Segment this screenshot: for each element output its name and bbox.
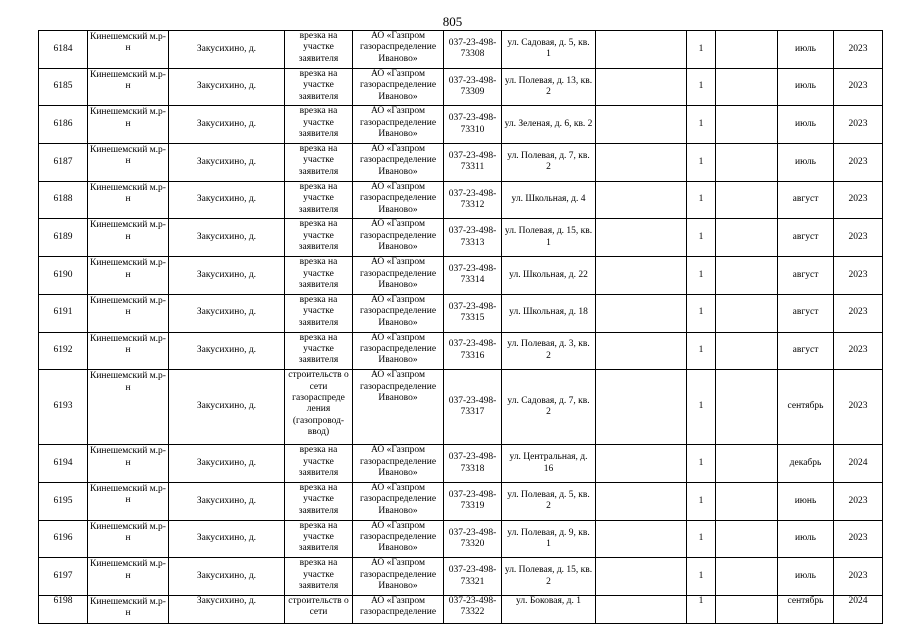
organization-cell: АО «Газпром газораспределение Иваново» <box>353 257 444 295</box>
settlement-cell: Закусихино, д. <box>169 219 285 257</box>
district-cell: Кинешемский м.р-н <box>88 106 169 144</box>
settlement-cell: Закусихино, д. <box>169 294 285 332</box>
organization-cell: АО «Газпром газораспределение Иваново» <box>353 445 444 483</box>
district-cell: Кинешемский м.р-н <box>88 332 169 370</box>
request-code-cell: 037-23-498-73313 <box>444 219 502 257</box>
month-cell: июль <box>778 520 834 558</box>
blank-cell <box>596 106 687 144</box>
request-code-cell: 037-23-498-73318 <box>444 445 502 483</box>
year-cell: 2023 <box>834 181 883 219</box>
table-row <box>39 31 883 69</box>
work-type-cell: врезка на участке заявителя <box>285 558 353 596</box>
work-type-cell: врезка на участке заявителя <box>285 31 353 69</box>
table-row <box>39 68 883 106</box>
address-cell: ул. Школьная, д. 22 <box>502 257 596 295</box>
blank-cell <box>596 370 687 445</box>
district-cell: Кинешемский м.р-н <box>88 558 169 596</box>
quantity-cell: 1 <box>687 520 716 558</box>
request-code-cell: 037-23-498-73311 <box>444 144 502 182</box>
work-type-cell: строительств о сети <box>285 595 353 623</box>
quantity-cell: 1 <box>687 106 716 144</box>
year-cell: 2023 <box>834 31 883 69</box>
blank-cell <box>716 294 778 332</box>
settlement-cell: Закусихино, д. <box>169 445 285 483</box>
blank-cell <box>716 68 778 106</box>
table-row <box>39 257 883 295</box>
address-cell: ул. Центральная, д. 16 <box>502 445 596 483</box>
settlement-cell: Закусихино, д. <box>169 31 285 69</box>
organization-cell: АО «Газпром газораспределение Иваново» <box>353 68 444 106</box>
month-cell: декабрь <box>778 445 834 483</box>
year-cell: 2023 <box>834 332 883 370</box>
blank-cell <box>596 332 687 370</box>
address-cell: ул. Школьная, д. 4 <box>502 181 596 219</box>
work-type-cell: врезка на участке заявителя <box>285 181 353 219</box>
month-cell: август <box>778 219 834 257</box>
blank-cell <box>716 31 778 69</box>
organization-cell: АО «Газпром газораспределение Иваново» <box>353 294 444 332</box>
blank-cell <box>716 181 778 219</box>
year-cell: 2023 <box>834 482 883 520</box>
request-code-cell: 037-23-498-73308 <box>444 31 502 69</box>
row-number: 6189 <box>39 219 88 257</box>
month-cell: сентябрь <box>778 595 834 623</box>
quantity-cell: 1 <box>687 68 716 106</box>
row-number: 6188 <box>39 181 88 219</box>
month-cell: июль <box>778 31 834 69</box>
work-type-cell: врезка на участке заявителя <box>285 106 353 144</box>
work-type-cell: строительств о сети газораспреде ления (газопровод-ввод) <box>285 370 353 445</box>
table-row <box>39 294 883 332</box>
table-row <box>39 106 883 144</box>
month-cell: сентябрь <box>778 370 834 445</box>
settlement-cell: Закусихино, д. <box>169 520 285 558</box>
blank-cell <box>596 31 687 69</box>
organization-cell: АО «Газпром газораспределение Иваново» <box>353 482 444 520</box>
work-type-cell: врезка на участке заявителя <box>285 482 353 520</box>
year-cell: 2023 <box>834 144 883 182</box>
blank-cell <box>716 332 778 370</box>
blank-cell <box>716 445 778 483</box>
year-cell: 2023 <box>834 68 883 106</box>
year-cell: 2023 <box>834 558 883 596</box>
month-cell: август <box>778 257 834 295</box>
row-number: 6198 <box>39 595 88 623</box>
month-cell: август <box>778 294 834 332</box>
district-cell: Кинешемский м.р-н <box>88 520 169 558</box>
district-cell: Кинешемский м.р-н <box>88 144 169 182</box>
year-cell: 2023 <box>834 106 883 144</box>
address-cell: ул. Садовая, д. 5, кв. 1 <box>502 31 596 69</box>
blank-cell <box>716 520 778 558</box>
table-row <box>39 370 883 445</box>
request-code-cell: 037-23-498-73322 <box>444 595 502 623</box>
organization-cell: АО «Газпром газораспределение Иваново» <box>353 370 444 445</box>
address-cell: ул. Школьная, д. 18 <box>502 294 596 332</box>
year-cell: 2023 <box>834 257 883 295</box>
table-row <box>39 181 883 219</box>
request-code-cell: 037-23-498-73321 <box>444 558 502 596</box>
address-cell: ул. Полевая, д. 3, кв. 2 <box>502 332 596 370</box>
district-cell: Кинешемский м.р-н <box>88 181 169 219</box>
row-number: 6193 <box>39 370 88 445</box>
row-number: 6184 <box>39 31 88 69</box>
month-cell: август <box>778 181 834 219</box>
blank-cell <box>596 294 687 332</box>
blank-cell <box>596 68 687 106</box>
table-row <box>39 482 883 520</box>
quantity-cell: 1 <box>687 294 716 332</box>
table-body <box>39 31 883 624</box>
settlement-cell: Закусихино, д. <box>169 144 285 182</box>
district-cell: Кинешемский м.р-н <box>88 482 169 520</box>
row-number: 6190 <box>39 257 88 295</box>
quantity-cell: 1 <box>687 257 716 295</box>
organization-cell: АО «Газпром газораспределение Иваново» <box>353 332 444 370</box>
district-cell: Кинешемский м.р-н <box>88 370 169 445</box>
request-code-cell: 037-23-498-73314 <box>444 257 502 295</box>
quantity-cell: 1 <box>687 558 716 596</box>
work-type-cell: врезка на участке заявителя <box>285 520 353 558</box>
year-cell: 2023 <box>834 520 883 558</box>
settlement-cell: Закусихино, д. <box>169 332 285 370</box>
blank-cell <box>596 482 687 520</box>
work-type-cell: врезка на участке заявителя <box>285 257 353 295</box>
year-cell: 2023 <box>834 294 883 332</box>
organization-cell: АО «Газпром газораспределение Иваново» <box>353 558 444 596</box>
month-cell: июль <box>778 68 834 106</box>
work-type-cell: врезка на участке заявителя <box>285 332 353 370</box>
quantity-cell: 1 <box>687 445 716 483</box>
settlement-cell: Закусихино, д. <box>169 257 285 295</box>
request-code-cell: 037-23-498-73319 <box>444 482 502 520</box>
organization-cell: АО «Газпром газораспределение Иваново» <box>353 181 444 219</box>
organization-cell: АО «Газпром газораспределение Иваново» <box>353 31 444 69</box>
blank-cell <box>716 595 778 623</box>
quantity-cell: 1 <box>687 332 716 370</box>
blank-cell <box>596 257 687 295</box>
address-cell: ул. Полевая, д. 15, кв. 1 <box>502 219 596 257</box>
settlement-cell: Закусихино, д. <box>169 595 285 623</box>
address-cell: ул. Садовая, д. 7, кв. 2 <box>502 370 596 445</box>
table-row <box>39 445 883 483</box>
table-row <box>39 332 883 370</box>
request-code-cell: 037-23-498-73309 <box>444 68 502 106</box>
address-cell: ул. Боковая, д. 1 <box>502 595 596 623</box>
page-number: 805 <box>442 14 463 29</box>
table-row <box>39 558 883 596</box>
blank-cell <box>716 558 778 596</box>
year-cell: 2023 <box>834 370 883 445</box>
row-number: 6194 <box>39 445 88 483</box>
blank-cell <box>596 144 687 182</box>
organization-cell: АО «Газпром газораспределение Иваново» <box>353 520 444 558</box>
request-code-cell: 037-23-498-73310 <box>444 106 502 144</box>
blank-cell <box>596 558 687 596</box>
request-code-cell: 037-23-498-73312 <box>444 181 502 219</box>
organization-cell: АО «Газпром газораспределение Иваново» <box>353 106 444 144</box>
month-cell: июль <box>778 106 834 144</box>
settlement-cell: Закусихино, д. <box>169 370 285 445</box>
address-cell: ул. Полевая, д. 9, кв. 1 <box>502 520 596 558</box>
row-number: 6186 <box>39 106 88 144</box>
address-cell: ул. Зеленая, д. 6, кв. 2 <box>502 106 596 144</box>
year-cell: 2024 <box>834 445 883 483</box>
quantity-cell: 1 <box>687 370 716 445</box>
blank-cell <box>596 181 687 219</box>
row-number: 6195 <box>39 482 88 520</box>
blank-cell <box>596 445 687 483</box>
settlement-cell: Закусихино, д. <box>169 558 285 596</box>
row-number: 6192 <box>39 332 88 370</box>
blank-cell <box>716 482 778 520</box>
settlement-cell: Закусихино, д. <box>169 106 285 144</box>
district-cell: Кинешемский м.р-н <box>88 31 169 69</box>
blank-cell <box>716 370 778 445</box>
row-number: 6191 <box>39 294 88 332</box>
request-code-cell: 037-23-498-73320 <box>444 520 502 558</box>
table-row <box>39 595 883 623</box>
settlement-cell: Закусихино, д. <box>169 181 285 219</box>
work-type-cell: врезка на участке заявителя <box>285 445 353 483</box>
quantity-cell: 1 <box>687 181 716 219</box>
work-type-cell: врезка на участке заявителя <box>285 68 353 106</box>
settlement-cell: Закусихино, д. <box>169 68 285 106</box>
organization-cell: АО «Газпром газораспределение Иваново» <box>353 219 444 257</box>
table-row <box>39 144 883 182</box>
quantity-cell: 1 <box>687 595 716 623</box>
quantity-cell: 1 <box>687 482 716 520</box>
blank-cell <box>716 106 778 144</box>
month-cell: август <box>778 332 834 370</box>
district-cell: Кинешемский м.р-н <box>88 68 169 106</box>
district-cell: Кинешемский м.р-н <box>88 445 169 483</box>
address-cell: ул. Полевая, д. 5, кв. 2 <box>502 482 596 520</box>
quantity-cell: 1 <box>687 31 716 69</box>
district-cell: Кинешемский м.р-н <box>88 219 169 257</box>
year-cell: 2024 <box>834 595 883 623</box>
work-type-cell: врезка на участке заявителя <box>285 219 353 257</box>
blank-cell <box>716 257 778 295</box>
table-row <box>39 520 883 558</box>
month-cell: июль <box>778 558 834 596</box>
table-row <box>39 219 883 257</box>
organization-cell: АО «Газпром газораспределение Иваново» <box>353 144 444 182</box>
month-cell: июнь <box>778 482 834 520</box>
blank-cell <box>716 144 778 182</box>
request-code-cell: 037-23-498-73316 <box>444 332 502 370</box>
work-type-cell: врезка на участке заявителя <box>285 144 353 182</box>
district-cell: Кинешемский м.р-н <box>88 257 169 295</box>
year-cell: 2023 <box>834 219 883 257</box>
work-type-cell: врезка на участке заявителя <box>285 294 353 332</box>
blank-cell <box>596 595 687 623</box>
quantity-cell: 1 <box>687 144 716 182</box>
blank-cell <box>596 219 687 257</box>
row-number: 6187 <box>39 144 88 182</box>
blank-cell <box>716 219 778 257</box>
gas-connection-table <box>38 30 883 624</box>
blank-cell <box>596 520 687 558</box>
row-number: 6197 <box>39 558 88 596</box>
district-cell: Кинешемский м.р-н <box>88 294 169 332</box>
request-code-cell: 037-23-498-73317 <box>444 370 502 445</box>
address-cell: ул. Полевая, д. 15, кв. 2 <box>502 558 596 596</box>
month-cell: июль <box>778 144 834 182</box>
row-number: 6185 <box>39 68 88 106</box>
address-cell: ул. Полевая, д. 7, кв. 2 <box>502 144 596 182</box>
settlement-cell: Закусихино, д. <box>169 482 285 520</box>
row-number: 6196 <box>39 520 88 558</box>
address-cell: ул. Полевая, д. 13, кв. 2 <box>502 68 596 106</box>
organization-cell: АО «Газпром газораспределение <box>353 595 444 623</box>
quantity-cell: 1 <box>687 219 716 257</box>
district-cell: Кинешемский м.р-н <box>88 595 169 623</box>
request-code-cell: 037-23-498-73315 <box>444 294 502 332</box>
